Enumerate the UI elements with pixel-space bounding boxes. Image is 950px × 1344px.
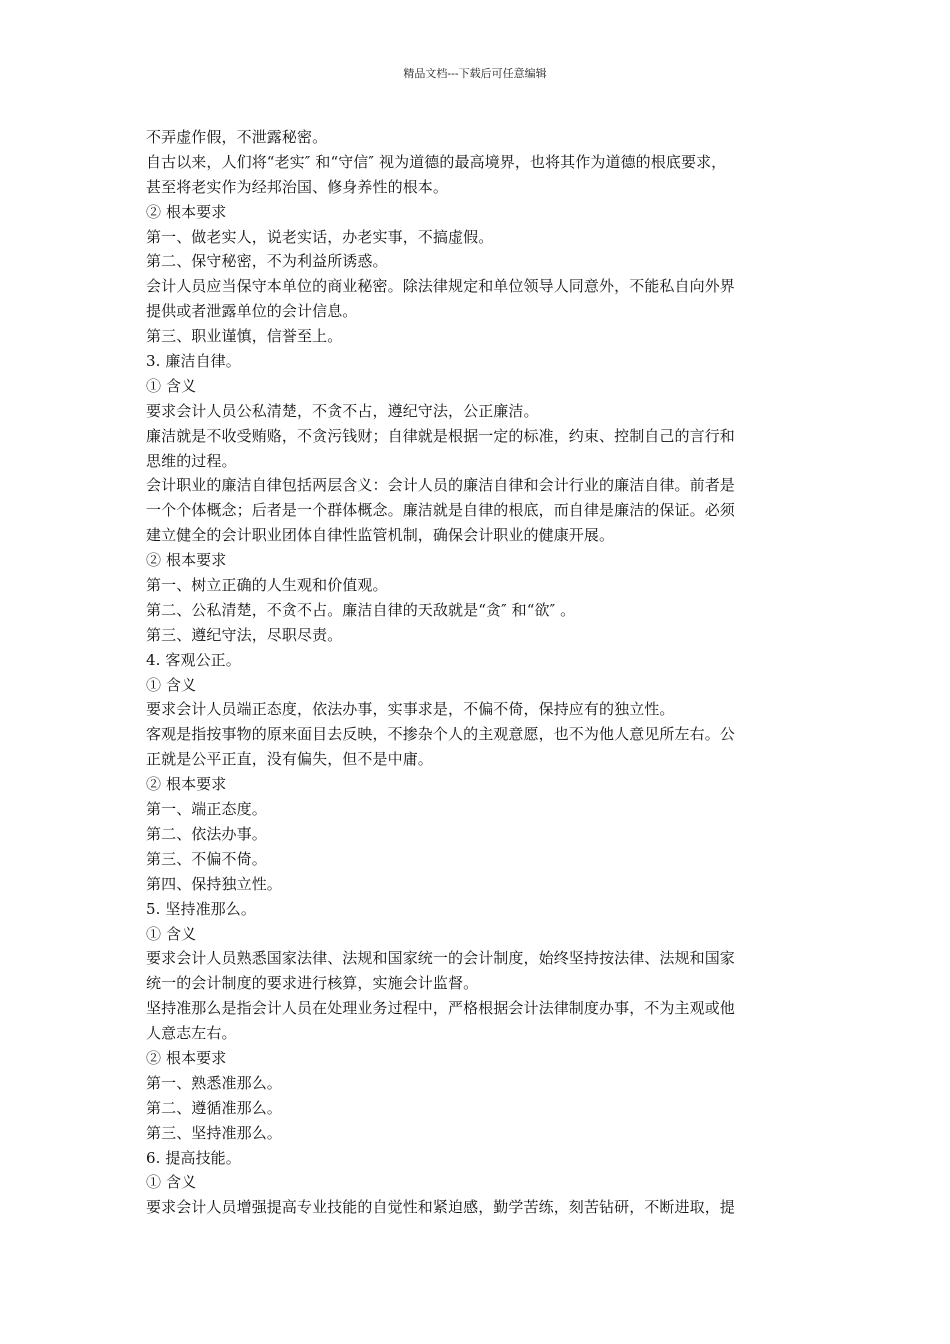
text-line: 第四、保持独立性。: [146, 874, 282, 893]
text-line: 第二、保守秘密，不为利益所诱惑。: [146, 252, 388, 271]
text-line: 不弄虚作假，不泄露秘密。: [146, 128, 328, 146]
text-line: 要求会计人员熟悉国家法律、法规和国家统一的会计制度，始终坚持按法律、法规和国家: [146, 949, 735, 968]
text-line: ① 含义: [146, 924, 197, 943]
page-header: 精品文档---下载后可任意编辑: [403, 67, 547, 80]
text-line: ① 含义: [146, 376, 197, 395]
text-line: 客观是指按事物的原来面目去反映，不掺杂个人的主观意愿，也不为他人意见所左右。公: [146, 725, 735, 744]
text-line: 3. 廉洁自律。: [146, 352, 241, 371]
text-line: 坚持准那么是指会计人员在处理业务过程中，严格根据会计法律制度办事，不为主观或他: [146, 999, 735, 1018]
text-line: ② 根本要求: [146, 1048, 227, 1067]
text-line: 第一、树立正确的人生观和价值观。: [146, 576, 388, 595]
text-line: 建立健全的会计职业团体自律性监管机制，确保会计职业的健康开展。: [146, 526, 615, 545]
text-line: ② 根本要求: [146, 775, 227, 794]
text-line: 统一的会计制度的要求进行核算，实施会计监督。: [146, 974, 479, 993]
text-line: 自古以来，人们将“老实″ 和“守信″ 视为道德的最高境界，也将其作为道德的根底要求，: [146, 152, 727, 171]
text-line: 第三、不偏不倚。: [146, 849, 267, 868]
text-line: ① 含义: [146, 1173, 197, 1192]
text-line: 会计职业的廉洁自律包括两层含义：会计人员的廉洁自律和会计行业的廉洁自律。前者是: [146, 476, 735, 495]
text-line: ② 根本要求: [146, 202, 227, 221]
text-line: 甚至将老实作为经邦治国、修身养性的根本。: [146, 177, 449, 196]
text-line: 第一、端正态度。: [146, 800, 267, 819]
text-line: 第二、遵循准那么。: [146, 1098, 282, 1117]
text-line: 要求会计人员端正态度，依法办事，实事求是，不偏不倚，保持应有的独立性。: [146, 700, 675, 719]
text-line: 会计人员应当保守本单位的商业秘密。除法律规定和单位领导人同意外，不能私自向外界: [146, 277, 735, 296]
text-line: 要求会计人员增强提高专业技能的自觉性和紧迫感，勤学苦练，刻苦钻研，不断进取，提: [146, 1198, 735, 1217]
text-line: 6. 提高技能。: [146, 1148, 241, 1167]
text-line: 第二、依法办事。: [146, 824, 267, 843]
text-line: 一个个体概念；后者是一个群体概念。廉洁就是自律的根底，而自律是廉洁的保证。必须: [146, 501, 735, 520]
text-line: 思维的过程。: [146, 451, 237, 470]
text-line: 第三、坚持准那么。: [146, 1123, 282, 1142]
text-line: 廉洁就是不收受贿赂，不贪污钱财；自律就是根据一定的标准，约束、控制自己的言行和: [146, 426, 735, 445]
text-line: 正就是公平正直，没有偏失，但不是中庸。: [146, 750, 433, 769]
text-line: 要求会计人员公私清楚，不贪不占，遵纪守法，公正廉洁。: [146, 401, 539, 420]
text-line: 第二、公私清楚，不贪不占。廉洁自律的天敌就是“贪″ 和“欲″ 。: [146, 600, 576, 619]
text-line: 5. 坚持准那么。: [146, 899, 256, 918]
text-line: 4. 客观公正。: [146, 650, 241, 669]
text-line: 提供或者泄露单位的会计信息。: [146, 302, 358, 321]
text-line: 第三、遵纪守法，尽职尽责。: [146, 625, 343, 644]
text-line: 第一、做老实人，说老实话，办老实事，不搞虚假。: [146, 227, 494, 246]
document-body: [146, 125, 811, 1220]
text-line: ② 根本要求: [146, 551, 227, 570]
text-line: 人意志左右。: [146, 1024, 237, 1043]
text-line: 第一、熟悉准那么。: [146, 1073, 282, 1092]
text-line: 第三、职业谨慎，信誉至上。: [146, 327, 343, 346]
text-line: ① 含义: [146, 675, 197, 694]
